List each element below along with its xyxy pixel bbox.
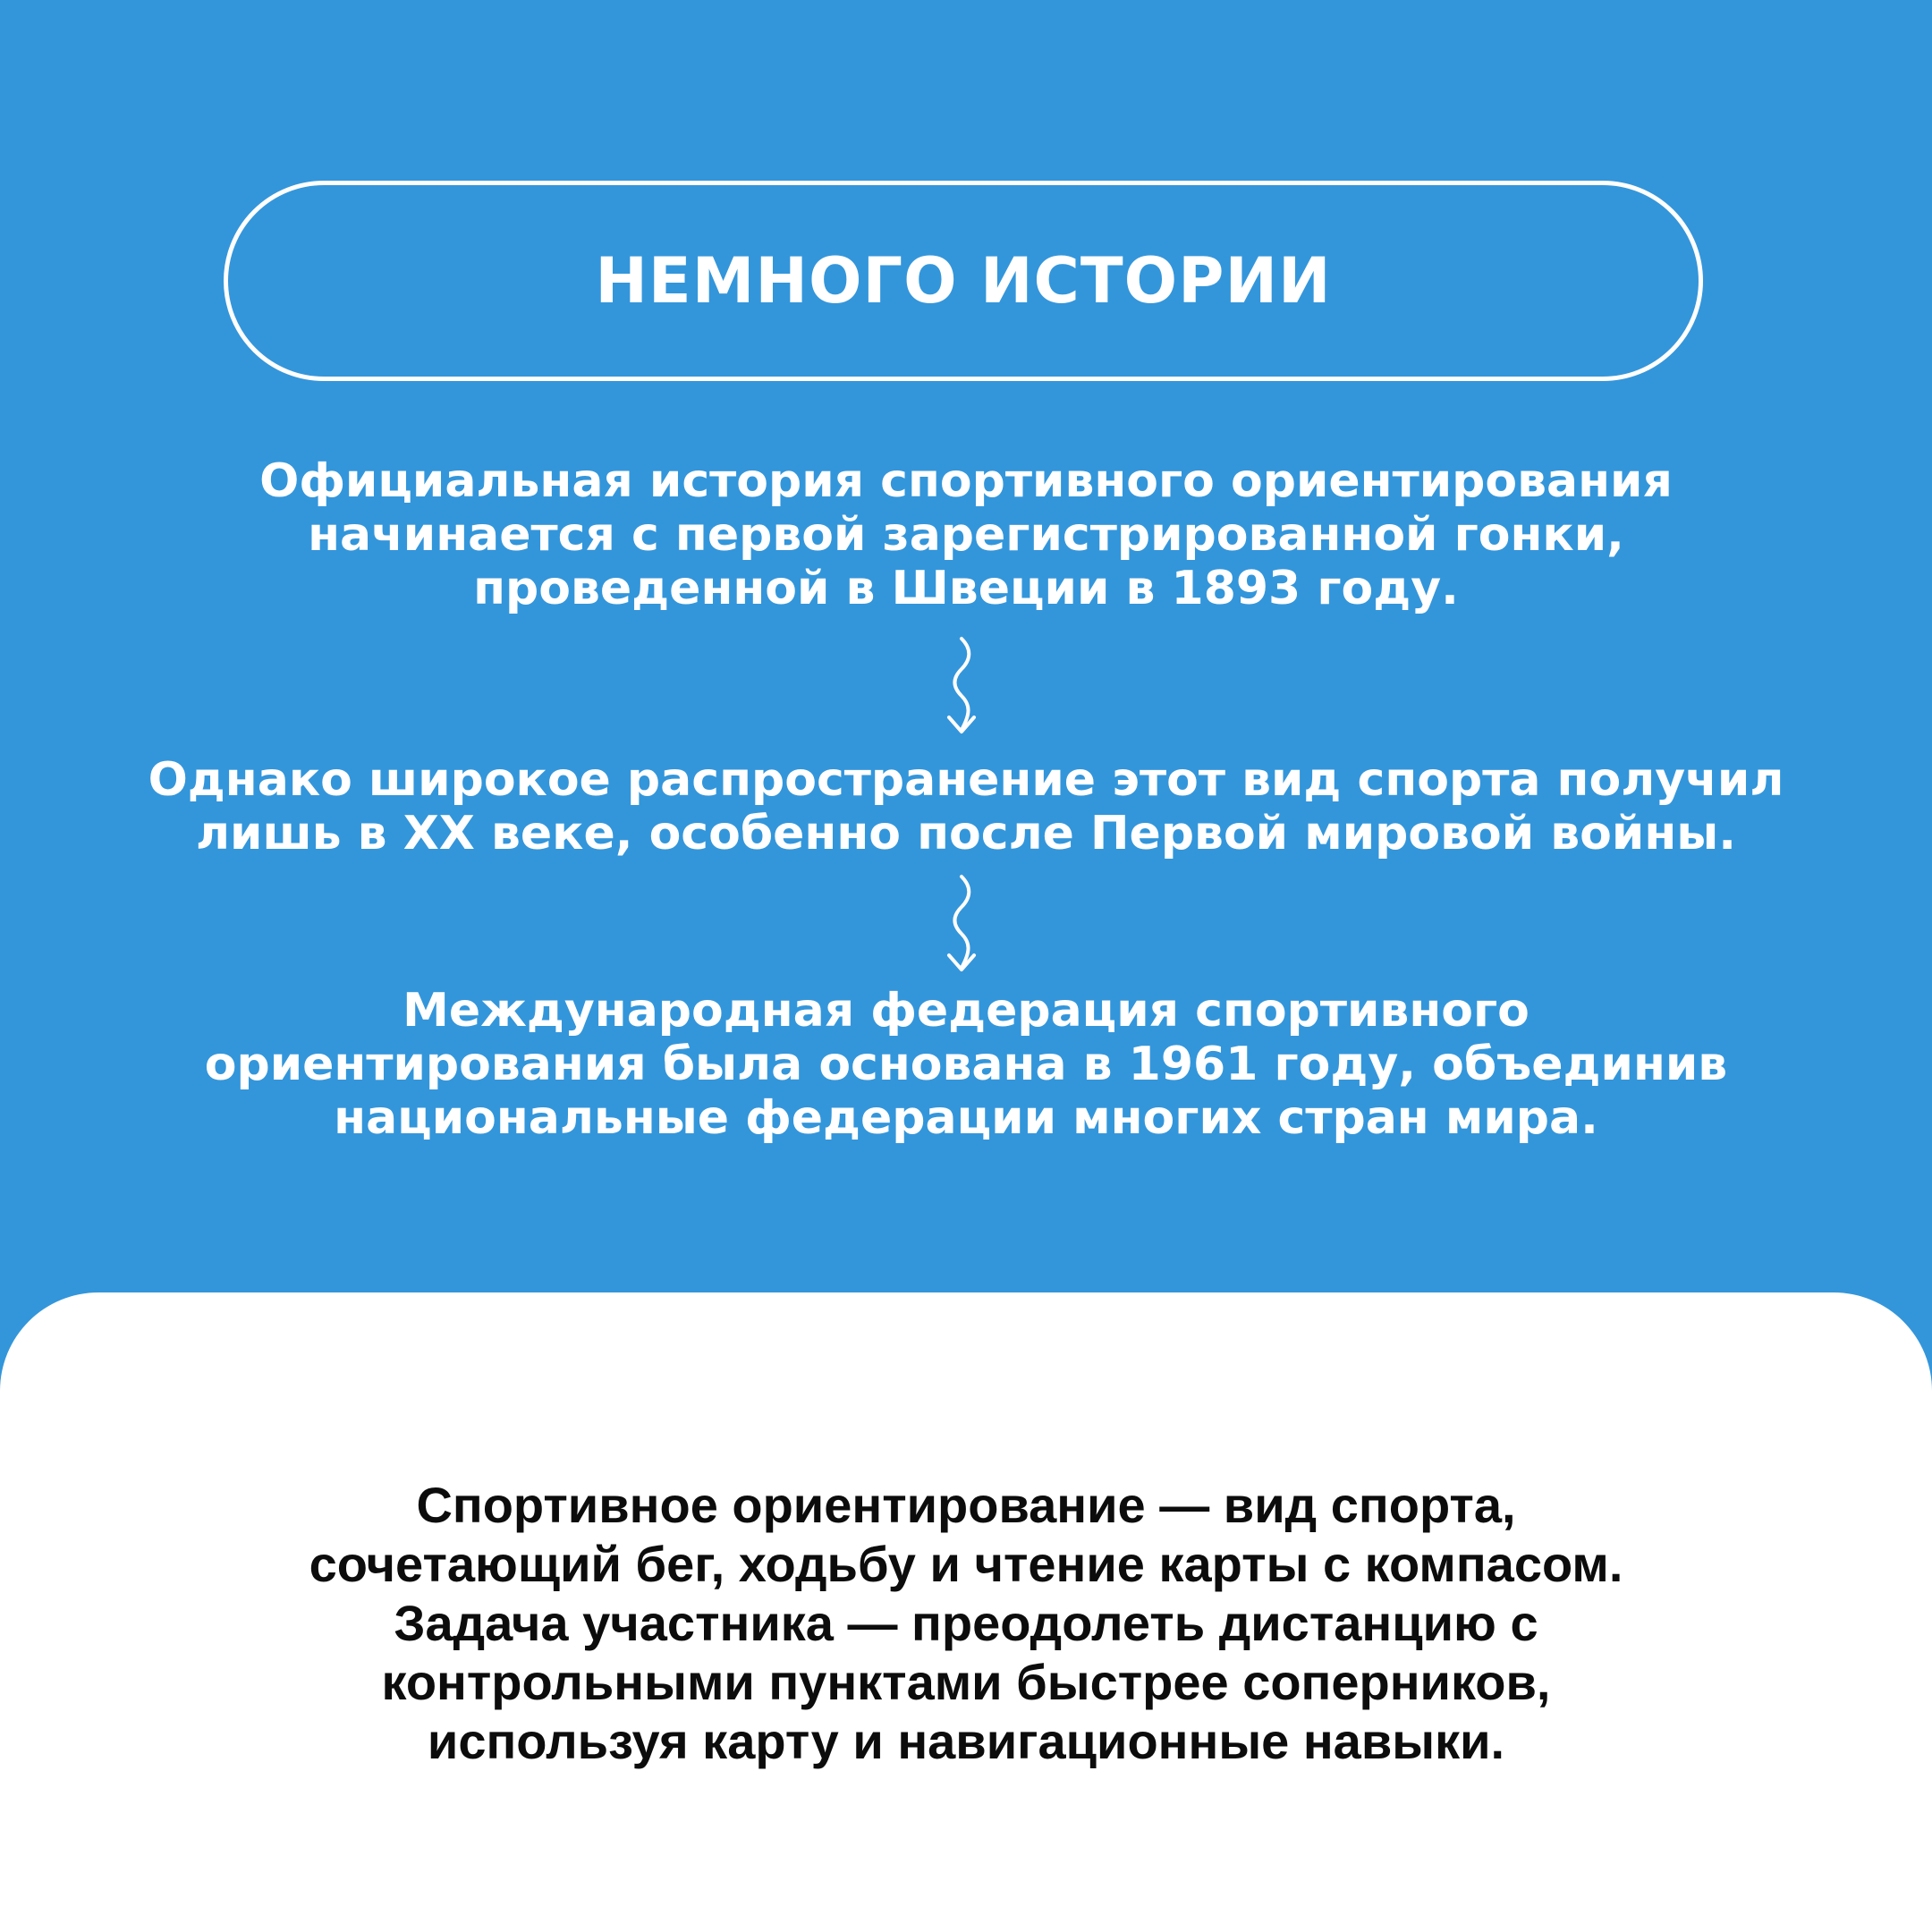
paragraph-line: национальные федерации многих стран мира. bbox=[334, 1091, 1598, 1145]
wavy-down-arrow-icon bbox=[935, 635, 988, 739]
definition-line: Спортивное ориентирование — вид спорта, bbox=[416, 1477, 1516, 1533]
definition-line: сочетающий бег, ходьбу и чтение карты с компасом. bbox=[309, 1536, 1623, 1592]
page-title: НЕМНОГО ИСТОРИИ bbox=[595, 244, 1332, 318]
paragraph-line: Однако широкое распространение этот вид спорта получил bbox=[148, 753, 1784, 807]
paragraph-line: проведенной в Швеции в 1893 году. bbox=[473, 562, 1459, 615]
paragraph-line: Международная федерация спортивного bbox=[402, 984, 1530, 1038]
paragraph-line: Официальная история спортивного ориентирования bbox=[259, 454, 1673, 508]
wavy-down-arrow-icon bbox=[935, 873, 988, 977]
title-pill bbox=[224, 181, 1703, 381]
history-paragraph-3 bbox=[72, 984, 1860, 1145]
definition-line: контрольными пунктами быстрее соперников, bbox=[381, 1654, 1551, 1710]
paragraph-line: начинается с первой зарегистрированной гонки, bbox=[308, 508, 1624, 562]
history-paragraph-2 bbox=[72, 753, 1860, 860]
definition-line: Задача участника — преодолеть дистанцию с bbox=[394, 1595, 1538, 1651]
paragraph-line: ориентирования была основана в 1961 году, объединив bbox=[204, 1038, 1728, 1091]
paragraph-line: лишь в XX веке, особенно после Первой мировой войны. bbox=[195, 807, 1737, 860]
definition-text bbox=[72, 1476, 1860, 1771]
history-paragraph-1 bbox=[72, 454, 1860, 615]
definition-line: используя карту и навигационные навыки. bbox=[427, 1713, 1505, 1769]
